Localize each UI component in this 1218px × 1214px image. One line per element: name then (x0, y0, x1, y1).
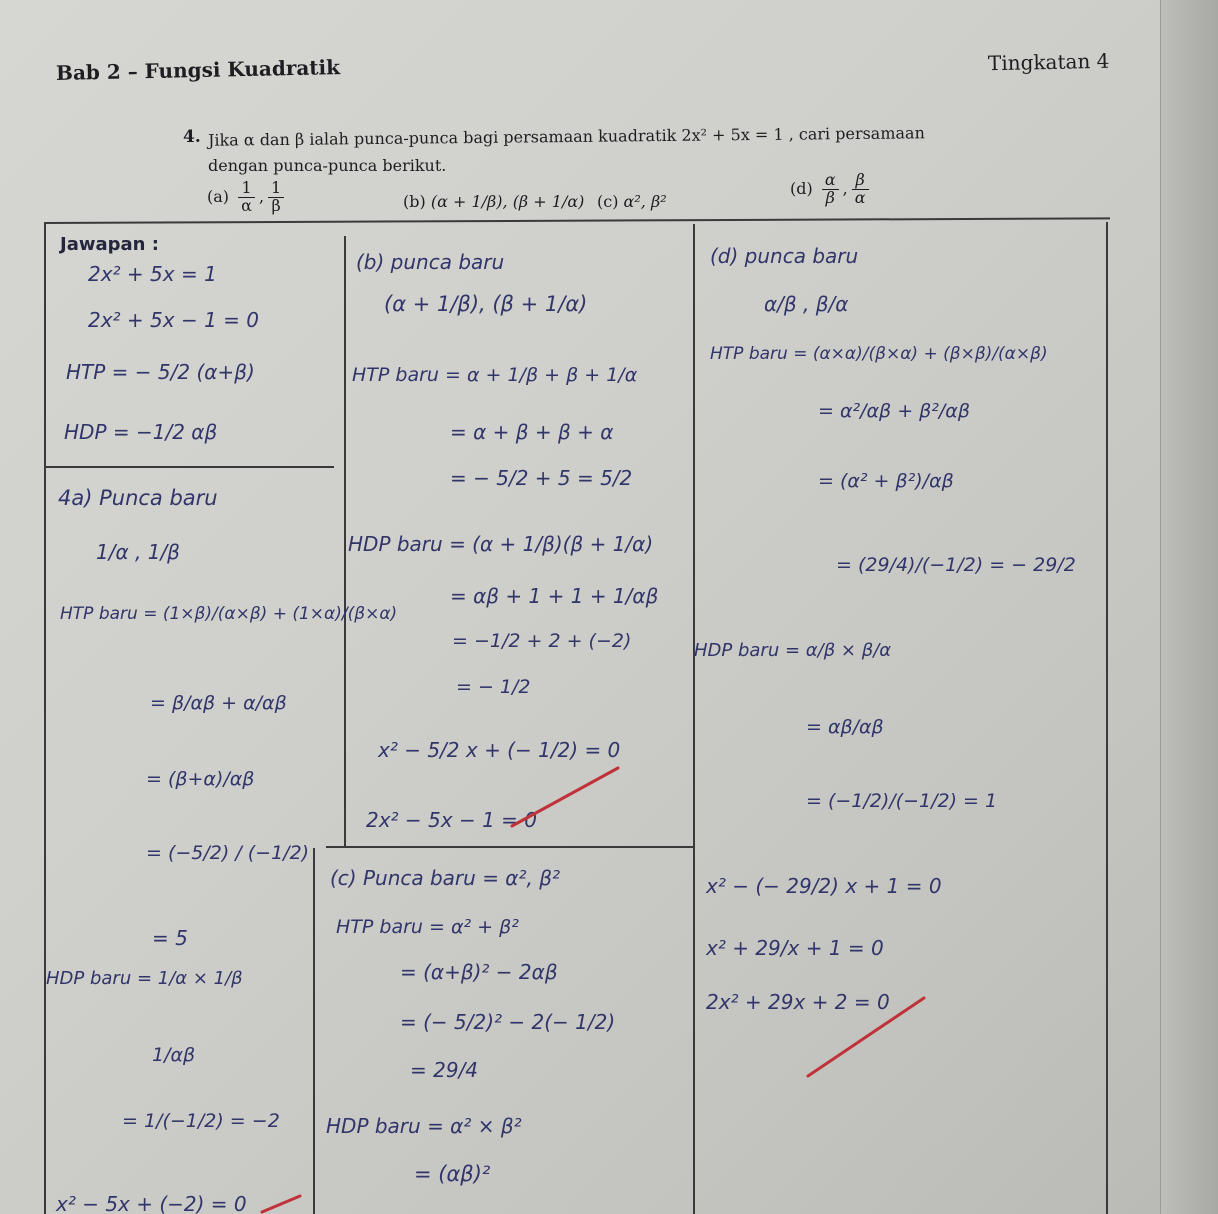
question-text-line1: Jika α dan β ialah punca-punca bagi persamaan kuadratik 2x² + 5x = 1 , cari persamaan (207, 123, 925, 150)
part-c-title: (c) Punca baru = α², β² (330, 866, 560, 890)
option-d-frac2: $\frac{\beta}{\alpha}$ (852, 172, 869, 207)
grid-hline-a (46, 466, 334, 468)
jawapan-label: Jawapan : (60, 234, 159, 255)
part-d-equation-2: x² + 29/x + 1 = 0 (706, 936, 884, 960)
option-d: (d) $\frac{\alpha}{\beta}$ , $\frac{\beta}{\alpha}$ (790, 172, 873, 207)
part-d-step1: = α²/αβ + β²/αβ (818, 400, 970, 422)
part-d-equation-3: 2x² + 29x + 2 = 0 (706, 990, 890, 1014)
part-b-htp: HTP baru = α + 1/β + β + 1/α (352, 364, 638, 386)
option-a: (a) $\frac{1}{\alpha}$ , $\frac{1}{\beta}$ (207, 180, 288, 215)
part-d-title: (d) punca baru (710, 244, 859, 268)
part-d-hdp-step1: = αβ/αβ (806, 716, 884, 738)
col1-line2: 2x² + 5x − 1 = 0 (88, 308, 260, 332)
part-c-hdp: HDP baru = α² × β² (326, 1114, 522, 1138)
part-b-title: (b) punca baru (356, 250, 505, 274)
option-c-expr: α², β² (623, 192, 667, 211)
part-c-htp: HTP baru = α² + β² (336, 916, 519, 938)
part-b-equation-1: x² − 5/2 x + (− 1/2) = 0 (378, 738, 621, 762)
grid-top-border (44, 217, 1110, 224)
part-a-step4: = 5 (152, 926, 188, 950)
part-b-hdp: HDP baru = (α + 1/β)(β + 1/α) (348, 532, 654, 556)
part-a-step2: = (β+α)/αβ (146, 768, 255, 790)
grid-left-border (44, 224, 46, 1214)
part-d-hdp-step2: = (−1/2)/(−1/2) = 1 (806, 790, 998, 812)
option-a-frac1: $\frac{1}{\alpha}$ (238, 180, 255, 215)
option-d-frac1: $\frac{\alpha}{\beta}$ (822, 172, 839, 207)
part-a-htp: HTP baru = (1×β)/(α×β) + (1×α)/(β×α) (60, 604, 398, 624)
tick-mark-a (262, 1196, 300, 1212)
part-c-hdp-step1: = (αβ)² (414, 1162, 491, 1186)
option-a-frac2: $\frac{1}{\beta}$ (268, 180, 284, 215)
part-d-step2: = (α² + β²)/αβ (818, 470, 954, 492)
part-c-step2: = (− 5/2)² − 2(− 1/2) (400, 1010, 616, 1034)
col1-htp: HTP = − 5/2 (α+β) (66, 360, 255, 384)
chapter-title: Bab 2 – Fungsi Kuadratik (55, 55, 341, 85)
part-d-equation-1: x² − (− 29/2) x + 1 = 0 (706, 874, 942, 898)
option-d-label: (d) (790, 178, 813, 198)
part-d-roots: α/β , β/α (764, 292, 849, 316)
part-c-step3: = 29/4 (410, 1058, 479, 1082)
part-d-hdp: HDP baru = α/β × β/α (694, 640, 892, 661)
option-b-label: (b) (403, 192, 426, 211)
grid-right-border (1106, 222, 1108, 1214)
part-b-roots: (α + 1/β), (β + 1/α) (384, 292, 588, 316)
question-number: 4. (183, 127, 201, 147)
part-b-step2: = − 5/2 + 5 = 5/2 (450, 466, 633, 490)
part-a-title: 4a) Punca baru (58, 486, 218, 510)
grid-divider-1-lower (313, 848, 315, 1214)
option-a-label: (a) (207, 186, 230, 206)
part-a-step3: = (−5/2) / (−1/2) (146, 842, 310, 864)
option-c (597, 192, 667, 211)
part-c-step1: = (α+β)² − 2αβ (400, 960, 558, 984)
part-a-hdp: HDP baru = 1/α × 1/β (46, 968, 243, 989)
part-d-step3: = (29/4)/(−1/2) = − 29/2 (836, 554, 1076, 576)
part-b-equation-2: 2x² − 5x − 1 = 0 (366, 808, 538, 832)
part-b-hdp-step3: = − 1/2 (456, 676, 531, 698)
form-label: Tingkatan 4 (987, 48, 1110, 76)
part-b-hdp-step2: = −1/2 + 2 + (−2) (452, 630, 632, 652)
grid-hline-c (326, 846, 694, 848)
part-a-hdp-step2: = 1/(−1/2) = −2 (122, 1110, 280, 1132)
part-a-hdp-step1: 1/αβ (152, 1044, 196, 1066)
part-a-final-equation: x² − 5x + (−2) = 0 (56, 1192, 247, 1214)
col1-line1: 2x² + 5x = 1 (88, 262, 217, 286)
option-b (403, 192, 584, 211)
part-a-step1: = β/αβ + α/αβ (150, 692, 287, 714)
grid-divider-2 (693, 224, 695, 1214)
page-edge (1160, 0, 1218, 1214)
option-c-label: (c) (597, 192, 619, 211)
part-a-roots: 1/α , 1/β (96, 540, 180, 564)
part-b-hdp-step1: = αβ + 1 + 1 + 1/αβ (450, 584, 659, 608)
part-d-htp: HTP baru = (α×α)/(β×α) + (β×β)/(α×β) (710, 344, 1048, 364)
col1-hdp: HDP = −1/2 αβ (64, 420, 218, 444)
part-b-step1: = α + β + β + α (450, 420, 614, 444)
question-text-line2: dengan punca-punca berikut. (208, 156, 447, 175)
option-b-expr: (α + 1/β), (β + 1/α) (430, 192, 585, 211)
grid-divider-1 (344, 236, 346, 848)
